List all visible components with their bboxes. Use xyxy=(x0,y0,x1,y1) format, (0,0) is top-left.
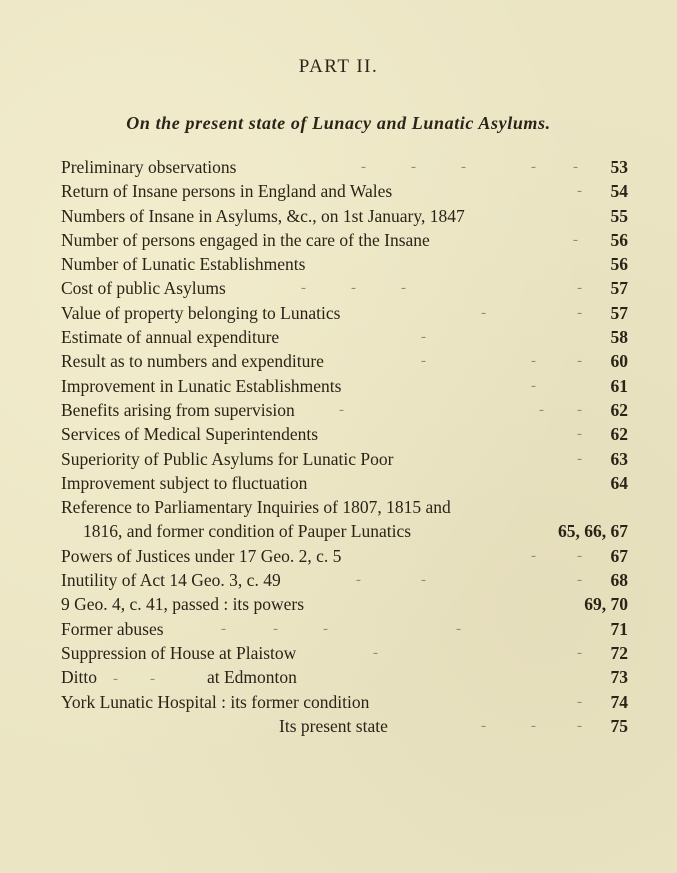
toc-entry-page: 56 xyxy=(610,229,628,250)
toc-entry-title: Former abuses xyxy=(61,618,164,639)
toc-entry-title: Number of Lunatic Establishments xyxy=(61,254,306,275)
leader-dash: - xyxy=(421,329,426,346)
toc-entry-title: Cost of public Asylums xyxy=(61,278,226,299)
toc-entry-title: York Lunatic Hospital : its former condition xyxy=(61,691,370,712)
toc-entry-page: 61 xyxy=(610,375,628,396)
toc-entry-title: Suppression of House at Plaistow xyxy=(61,642,297,663)
leader-dash: - xyxy=(301,280,306,297)
leader-dash: - xyxy=(577,572,582,589)
toc-entry xyxy=(61,276,628,300)
toc-entry-title: Numbers of Insane in Asylums, &c., on 1st January, 1847 xyxy=(61,205,465,226)
toc-entry-continuation xyxy=(61,519,628,543)
toc-entry-page: 60 xyxy=(610,351,628,372)
leader-dash: - xyxy=(577,304,582,321)
leader-dash: - xyxy=(273,620,278,637)
toc-entry-page: 58 xyxy=(610,327,628,348)
toc-entry xyxy=(61,325,628,349)
section-subtitle: On the present state of Lunacy and Lunatic Asylums. xyxy=(126,113,551,133)
toc-entry xyxy=(61,252,628,276)
toc-entry xyxy=(61,422,628,446)
leader-dash: - xyxy=(149,671,155,688)
leader-dash: - xyxy=(531,717,536,734)
leader-dash: - xyxy=(573,231,578,248)
toc-entry xyxy=(61,301,628,325)
toc-entry-page: 64 xyxy=(610,472,628,493)
toc-entry-page: 53 xyxy=(610,157,628,177)
leader-dash: - xyxy=(456,620,461,637)
toc-entry xyxy=(61,617,628,641)
leader-dash: - xyxy=(539,401,544,418)
toc-entry-page: 57 xyxy=(610,278,628,299)
leader-dash: - xyxy=(577,644,582,661)
toc-entry-page: 72 xyxy=(610,642,628,663)
toc-entry-title: Improvement in Lunatic Establishments xyxy=(61,375,342,396)
toc-entry xyxy=(61,568,628,592)
toc-entry-page: 56 xyxy=(610,254,628,275)
leader-dash: - xyxy=(577,183,582,200)
toc-entry xyxy=(61,398,628,422)
toc-entry-page: 69, 70 xyxy=(584,594,628,615)
toc-entry xyxy=(61,349,628,373)
toc-entry-title: Powers of Justices under 17 Geo. 2, c. 5 xyxy=(61,545,342,566)
toc-entry xyxy=(61,155,628,179)
toc-entry-page: 55 xyxy=(610,205,628,226)
leader-dash: - xyxy=(461,159,466,175)
leader-dash: - xyxy=(221,620,226,637)
toc-entry-title: Reference to Parliamentary Inquiries of 1807, 1815 and xyxy=(61,497,451,518)
leader-dash: - xyxy=(351,280,356,297)
toc-entry xyxy=(61,471,628,495)
toc-entry-title: Number of persons engaged in the care of the Insane xyxy=(61,229,430,250)
leader-dash: - xyxy=(112,671,118,688)
leader-dash: - xyxy=(577,693,582,710)
toc-entry-title: Improvement subject to fluctuation xyxy=(61,472,308,493)
leader-dash: - xyxy=(573,159,578,175)
toc-entry xyxy=(61,641,628,665)
toc-entry-page: 62 xyxy=(610,424,628,445)
leader-dash: - xyxy=(401,280,406,297)
toc-entry-page: 63 xyxy=(610,448,628,469)
toc-entry xyxy=(61,592,628,616)
leader-dash: - xyxy=(411,159,416,175)
toc-entry xyxy=(61,447,628,471)
toc-entry-sub xyxy=(61,714,628,738)
leader-dash: - xyxy=(481,304,486,321)
toc-entry-page: 68 xyxy=(610,570,628,591)
ditto-leaders xyxy=(97,665,207,691)
toc-entry-title: 9 Geo. 4, c. 41, passed : its powers xyxy=(61,594,305,615)
toc-entry-title: Preliminary observations xyxy=(61,157,237,177)
toc-entry-title xyxy=(61,665,297,691)
toc-entry xyxy=(61,665,628,689)
leader-dash: - xyxy=(356,572,361,589)
leader-dash: - xyxy=(577,450,582,467)
toc-entry xyxy=(61,374,628,398)
leader-dash: - xyxy=(323,620,328,637)
toc-entry-page: 57 xyxy=(610,302,628,323)
leader-dash: - xyxy=(577,353,582,370)
part-heading: PART II. xyxy=(298,56,379,77)
leader-dash: - xyxy=(481,717,486,734)
toc-entry xyxy=(61,179,628,203)
toc-entry-title: Value of property belonging to Lunatics xyxy=(61,302,341,323)
leader-dash: - xyxy=(577,401,582,418)
toc-entry-page: 74 xyxy=(610,691,628,712)
toc-entry-ditto: Ditto xyxy=(61,667,97,688)
leader-dash: - xyxy=(373,644,378,661)
table-of-contents xyxy=(61,155,628,738)
toc-entry-title: Its present state xyxy=(279,715,388,736)
toc-entry-title: Estimate of annual expenditure xyxy=(61,327,280,348)
toc-entry-title: Return of Insane persons in England and Wales xyxy=(61,181,393,202)
leader-dash: - xyxy=(421,572,426,589)
toc-entry-page: 75 xyxy=(610,715,628,736)
toc-entry-title: Inutility of Act 14 Geo. 3, c. 49 xyxy=(61,570,281,591)
toc-entry-title: Superiority of Public Asylums for Lunatic Poor xyxy=(61,448,394,469)
leader-dash: - xyxy=(531,377,536,394)
leader-dash: - xyxy=(361,159,366,175)
leader-dash: - xyxy=(531,353,536,370)
toc-entry-page: 62 xyxy=(610,399,628,420)
toc-entry-title: Benefits arising from supervision xyxy=(61,399,295,420)
leader-dash: - xyxy=(577,547,582,564)
leader-dash: - xyxy=(421,353,426,370)
toc-entry-title: Services of Medical Superintendents xyxy=(61,424,319,445)
toc-entry-page: 73 xyxy=(610,667,628,688)
toc-entry-page: 54 xyxy=(610,181,628,202)
leader-dash: - xyxy=(577,426,582,443)
toc-entry xyxy=(61,204,628,228)
leader-dash: - xyxy=(577,717,582,734)
toc-entry-page: 67 xyxy=(610,545,628,566)
leader-dash: - xyxy=(339,401,344,418)
toc-entry-title: 1816, and former condition of Pauper Lunatics xyxy=(83,521,412,542)
toc-entry xyxy=(61,690,628,714)
toc-entry xyxy=(61,228,628,252)
toc-entry-title: Result as to numbers and expenditure xyxy=(61,351,324,372)
leader-dash: - xyxy=(531,159,536,175)
toc-entry xyxy=(61,495,628,519)
toc-entry-page: 65, 66, 67 xyxy=(558,521,628,542)
toc-entry xyxy=(61,544,628,568)
leader-dash: - xyxy=(577,280,582,297)
leader-dash: - xyxy=(531,547,536,564)
toc-entry-ditto-suffix: at Edmonton xyxy=(206,667,297,688)
toc-entry-page: 71 xyxy=(610,618,628,639)
